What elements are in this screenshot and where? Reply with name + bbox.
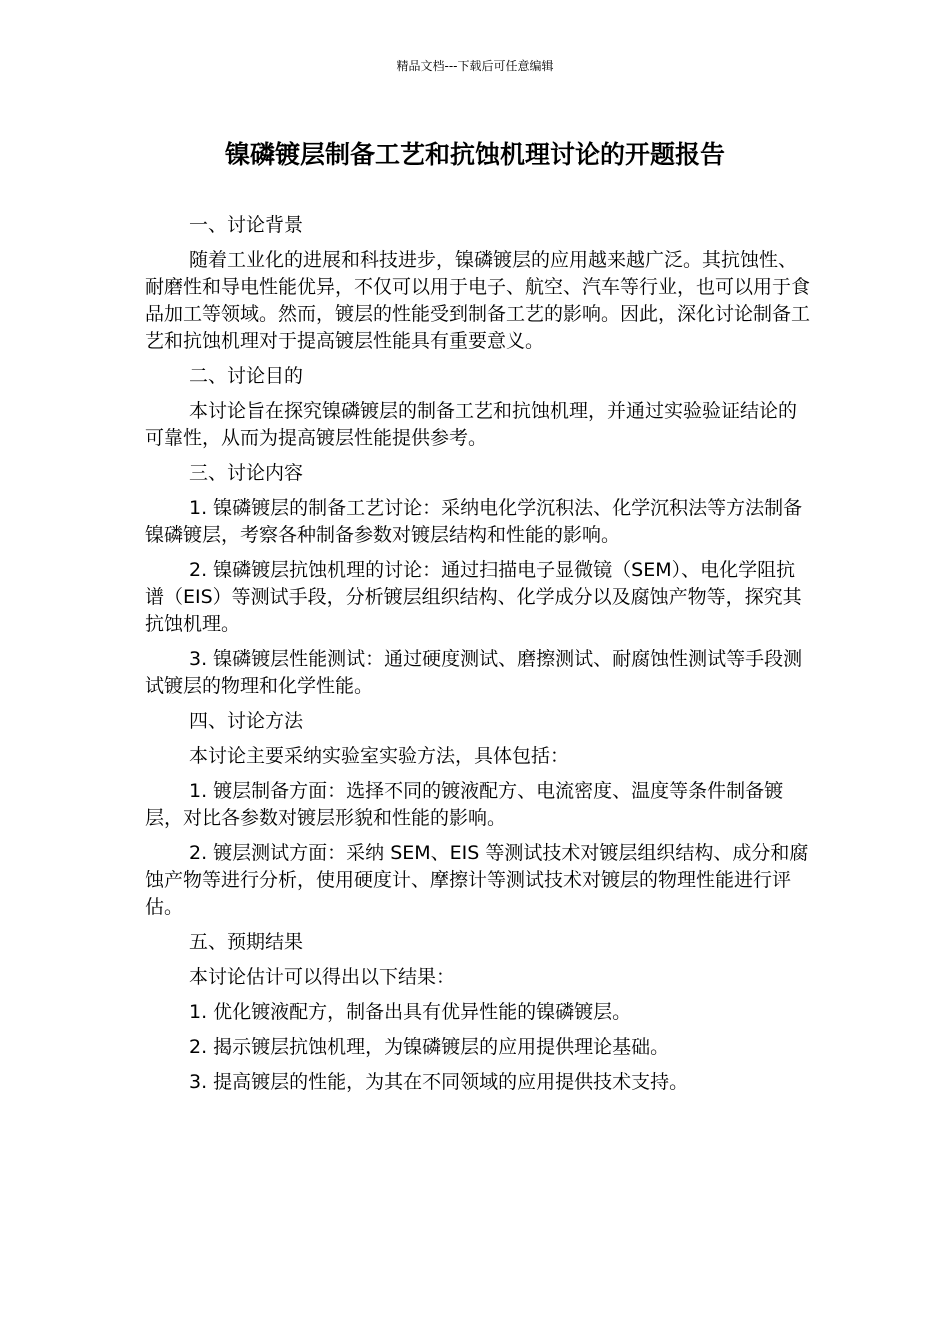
list-item: 1. 镀层制备方面：选择不同的镀液配方、电流密度、温度等条件制备镀层，对比各参数对镀层形貌和性能的影响。: [145, 780, 784, 829]
paragraph: 本讨论估计可以得出以下结果：: [189, 966, 456, 988]
section-heading-purpose: 二、讨论目的: [189, 365, 304, 387]
section-heading-background: 一、讨论背景: [189, 214, 304, 236]
list-item: 1. 优化镀液配方，制备出具有优异性能的镍磷镀层。: [189, 1001, 632, 1023]
list-item: 2. 镀层测试方面：采纳 SEM、EIS 等测试技术对镀层组织结构、成分和腐蚀产物等进行分析，使用硬度计、摩擦计等测试技术对镀层的物理性能进行评估。: [145, 842, 809, 918]
list-item: 3. 提高镀层的性能，为其在不同领域的应用提供技术支持。: [189, 1071, 689, 1093]
list-item: 1. 镍磷镀层的制备工艺讨论：采纳电化学沉积法、化学沉积法等方法制备镍磷镀层，考察各种制备参数对镀层结构和性能的影响。: [145, 497, 803, 546]
section-heading-content: 三、讨论内容: [189, 462, 304, 484]
document-body: [145, 212, 810, 1104]
list-item: 2. 揭示镀层抗蚀机理，为镍磷镀层的应用提供理论基础。: [189, 1036, 670, 1058]
list-item: 3. 镍磷镀层性能测试：通过硬度测试、磨擦测试、耐腐蚀性测试等手段测试镀层的物理和化学性能。: [145, 648, 803, 697]
paragraph: 本讨论主要采纳实验室实验方法，具体包括：: [189, 745, 570, 767]
paragraph: 本讨论旨在探究镍磷镀层的制备工艺和抗蚀机理，并通过实验验证结论的可靠性，从而为提高镀层性能提供参考。: [145, 400, 798, 449]
section-heading-methods: 四、讨论方法: [189, 710, 304, 732]
paragraph: 随着工业化的进展和科技进步，镍磷镀层的应用越来越广泛。其抗蚀性、耐磨性和导电性能优异，不仅可以用于电子、航空、汽车等行业，也可以用于食品加工等领域。然而，镀层的性能受到制备工艺的影响。因此，深化讨论制备工艺和抗蚀机理对于提高镀层性能具有重要意义。: [145, 249, 811, 352]
section-heading-expected-results: 五、预期结果: [189, 931, 304, 953]
list-item: 2. 镍磷镀层抗蚀机理的讨论：通过扫描电子显微镜（SEM）、电化学阻抗谱（EIS）等测试手段，分析镀层组织结构、化学成分以及腐蚀产物等，探究其抗蚀机理。: [145, 559, 802, 635]
page-header-note: 精品文档---下载后可任意编辑: [396, 59, 554, 73]
document-title: 镍磷镀层制备工艺和抗蚀机理讨论的开题报告: [224, 140, 725, 169]
